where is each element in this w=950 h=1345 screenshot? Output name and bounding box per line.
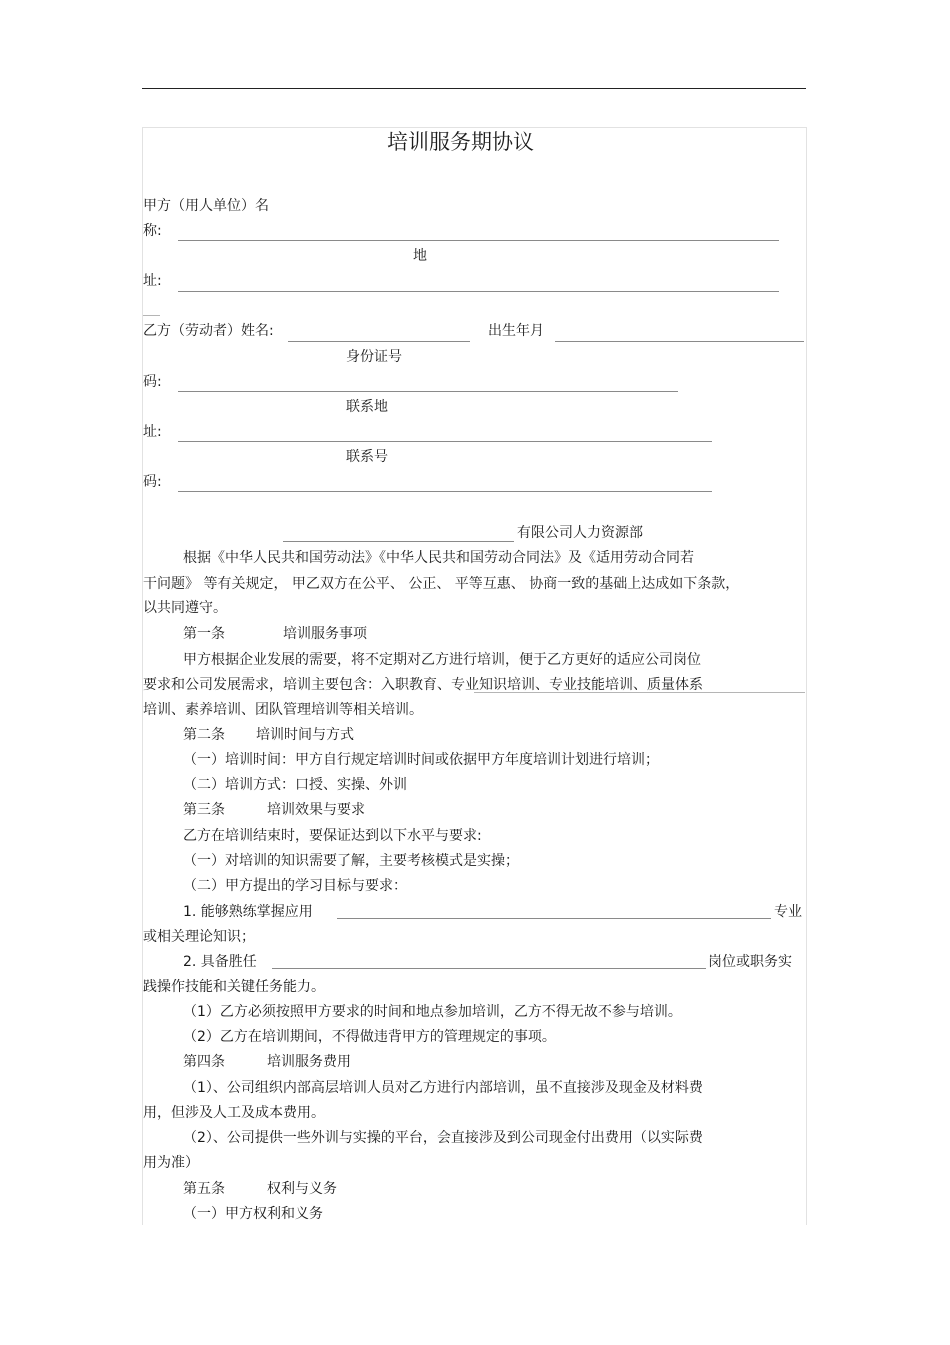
party-b-id-label: 身份证号 — [346, 349, 402, 365]
article-3-intro: 乙方在培训结束时，要保证达到以下水平与要求: — [183, 828, 482, 844]
article-3-sub-2-suffix: 岗位或职务实 — [708, 954, 792, 970]
party-b-phone-field[interactable] — [178, 491, 712, 492]
header-rule — [142, 88, 806, 89]
article-2-title: 培训时间与方式 — [256, 727, 354, 743]
party-a-address-field-tail — [143, 315, 160, 316]
party-a-address-label: 地 — [413, 248, 427, 264]
intro-line-2: 干问题》 等有关规定， 甲乙双方在公平、 公正、 平等互惠、 协商一致的基础上达成如下条款， — [143, 576, 740, 592]
party-b-name-field[interactable] — [288, 341, 470, 342]
party-b-phone-label: 联系号 — [346, 449, 388, 465]
party-a-address-field[interactable] — [178, 291, 779, 292]
article-2-item-2: （二）培训方式：口授、实操、外训 — [183, 777, 407, 793]
article-3-sub-1-label: 1. 能够熟练掌握应用 — [183, 904, 313, 920]
article-1-line-2: 要求和公司发展需求，培训主要包含：入职教育、专业知识培训、专业技能培训、质量体系 — [143, 677, 703, 693]
document-title: 培训服务期协议 — [387, 130, 534, 154]
party-a-name-label: 甲方（用人单位）名 — [143, 198, 269, 214]
article-3-item-1: （一）对培训的知识需要了解，主要考核模式是实操； — [183, 853, 519, 869]
article-1-rule — [474, 692, 805, 693]
party-b-phone-label-cont: 码: — [143, 474, 162, 490]
article-1-line-1: 甲方根据企业发展的需要，将不定期对乙方进行培训，便于乙方更好的适应公司岗位 — [183, 652, 701, 668]
article-4-point-1: （1）、公司组织内部高层培训人员对乙方进行内部培训，虽不直接涉及现金及材料费 — [183, 1080, 703, 1096]
party-b-birth-label: 出生年月 — [488, 323, 544, 339]
party-b-contact-address-label: 联系地 — [346, 399, 388, 415]
article-1-line-3: 培训、素养培训、团队管理培训等相关培训。 — [143, 702, 423, 718]
party-b-birth-field[interactable] — [555, 341, 804, 342]
article-4-number: 第四条 — [183, 1054, 225, 1070]
article-3-sub-1-suffix: 专业 — [774, 904, 802, 920]
company-name-field[interactable] — [283, 541, 514, 542]
party-a-address-label-cont: 址: — [143, 273, 162, 289]
article-3-sub-2-cont: 践操作技能和关键任务能力。 — [143, 979, 325, 995]
party-b-id-label-cont: 码: — [143, 374, 162, 390]
party-b-contact-address-field[interactable] — [178, 441, 712, 442]
article-5-number: 第五条 — [183, 1181, 225, 1197]
party-a-name-field[interactable] — [178, 240, 779, 241]
content-frame-right — [806, 127, 807, 1225]
article-3-point-2: （2）乙方在培训期间，不得做违背甲方的管理规定的事项。 — [183, 1029, 556, 1045]
article-1-title: 培训服务事项 — [283, 626, 367, 642]
article-3-number: 第三条 — [183, 802, 225, 818]
party-b-contact-address-label-cont: 址: — [143, 424, 162, 440]
article-3-item-2: （二）甲方提出的学习目标与要求： — [183, 878, 407, 894]
content-frame-top — [142, 127, 807, 128]
article-3-point-1: （1）乙方必须按照甲方要求的时间和地点参加培训，乙方不得无故不参与培训。 — [183, 1004, 682, 1020]
article-4-point-1-cont: 用，但涉及人工及成本费用。 — [143, 1105, 325, 1121]
article-5-item-1: （一）甲方权利和义务 — [183, 1206, 323, 1222]
company-suffix: 有限公司人力资源部 — [517, 525, 643, 541]
article-3-sub-2-label: 2. 具备胜任 — [183, 954, 257, 970]
article-1-number: 第一条 — [183, 626, 225, 642]
intro-line-3: 以共同遵守。 — [143, 600, 227, 616]
article-3-title: 培训效果与要求 — [267, 802, 365, 818]
article-2-item-1: （一）培训时间：甲方自行规定培训时间或依据甲方年度培训计划进行培训； — [183, 752, 659, 768]
article-3-sub-2-field[interactable] — [272, 968, 706, 969]
party-b-id-field[interactable] — [178, 391, 678, 392]
article-5-title: 权利与义务 — [267, 1181, 337, 1197]
article-3-sub-1-field[interactable] — [337, 918, 771, 919]
article-4-point-2: （2）、公司提供一些外训与实操的平台，会直接涉及到公司现金付出费用（以实际费 — [183, 1130, 703, 1146]
article-3-sub-1-cont: 或相关理论知识； — [143, 929, 255, 945]
article-2-number: 第二条 — [183, 727, 225, 743]
article-4-point-2-cont: 用为准） — [143, 1155, 199, 1171]
party-a-name-label-cont: 称: — [143, 223, 162, 239]
intro-line-1: 根据《中华人民共和国劳动法》《中华人民共和国劳动合同法》及《适用劳动合同若 — [183, 550, 694, 566]
party-b-name-label: 乙方（劳动者）姓名: — [143, 323, 274, 339]
article-4-title: 培训服务费用 — [267, 1054, 351, 1070]
